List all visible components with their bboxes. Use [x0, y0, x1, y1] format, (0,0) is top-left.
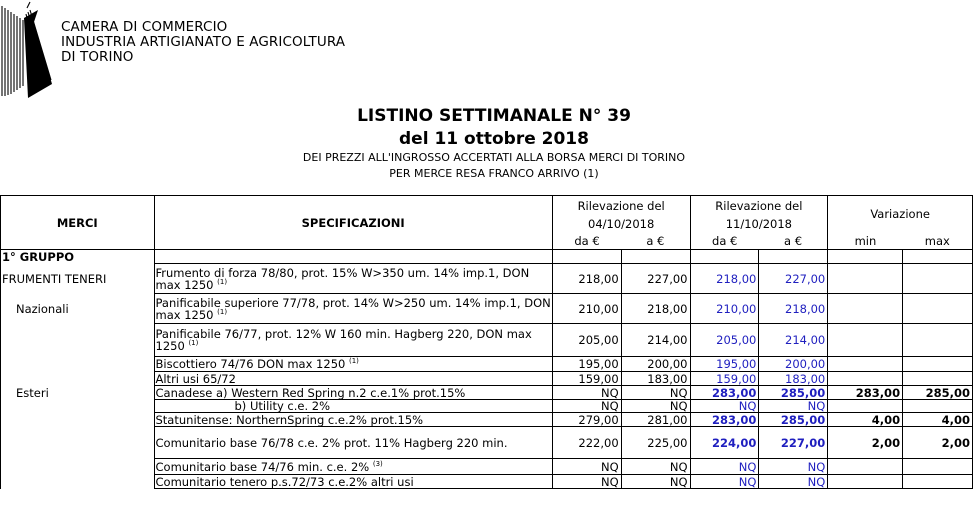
prev-a-cell: 281,00 [621, 413, 690, 427]
prev-a-label: a € [621, 233, 690, 250]
org-line-2: INDUSTRIA ARTIGIANATO E AGRICOLTURA [61, 34, 346, 50]
table-row [1, 475, 973, 489]
prev-a-cell: NQ [621, 386, 690, 400]
organization-name [61, 20, 345, 65]
curr-da-cell: 224,00 [690, 427, 759, 459]
var-max-cell [903, 324, 973, 357]
table-row [1, 372, 973, 386]
curr-da-cell: 205,00 [690, 324, 759, 357]
curr-a-cell: 285,00 [759, 413, 828, 427]
prev-da-cell: 279,00 [552, 413, 621, 427]
var-min-label: min [828, 233, 903, 250]
table-row [1, 264, 973, 294]
var-min-cell: 4,00 [828, 413, 903, 427]
var-max-cell [903, 372, 973, 386]
prev-da-cell: 222,00 [552, 427, 621, 459]
curr-a-cell: NQ [759, 475, 828, 489]
var-min-cell [828, 372, 903, 386]
chamber-logo [0, 0, 60, 100]
spec-cell: Statunitense: NorthernSpring c.e.2% prot.15% [154, 413, 552, 427]
prev-da-cell: NQ [552, 459, 621, 475]
date-prev: 04/10/2018 [552, 216, 690, 233]
curr-da-label: da € [690, 233, 759, 250]
col-spec-header: SPECIFICAZIONI [154, 196, 552, 250]
curr-a-cell: 218,00 [759, 294, 828, 324]
spec-cell: b) Utility c.e. 2% [154, 400, 552, 413]
group-title: 1° GRUPPO [1, 250, 155, 264]
category-label: FRUMENTI TENERI [1, 264, 155, 294]
curr-a-cell: 285,00 [759, 386, 828, 400]
spec-cell: Altri usi 65/72 [154, 372, 552, 386]
subcategory-label: Nazionali [1, 294, 155, 324]
curr-a-cell: 227,00 [759, 427, 828, 459]
prev-a-cell: 183,00 [621, 372, 690, 386]
curr-da-cell: 159,00 [690, 372, 759, 386]
listing-title: LISTINO SETTIMANALE N° 39 [357, 106, 631, 126]
prev-da-cell: NQ [552, 386, 621, 400]
curr-a-cell: 214,00 [759, 324, 828, 357]
curr-da-cell: 195,00 [690, 357, 759, 372]
spec-cell: Comunitario base 74/76 min. c.e. 2% $^{(3)}$ [154, 459, 552, 475]
curr-a-cell: 227,00 [759, 264, 828, 294]
col-rilevazione2-header: Rilevazione del [690, 196, 828, 216]
listing-subtitle-2: PER MERCE RESA FRANCO ARRIVO (1) [389, 167, 599, 180]
prev-a-cell: 200,00 [621, 357, 690, 372]
table-row [1, 413, 973, 427]
table-row [1, 357, 973, 372]
var-min-cell [828, 357, 903, 372]
var-min-cell [828, 475, 903, 489]
curr-da-cell: 210,00 [690, 294, 759, 324]
table-row [1, 400, 973, 413]
prev-a-cell: NQ [621, 475, 690, 489]
prev-a-cell: NQ [621, 400, 690, 413]
listing-date: del 11 ottobre 2018 [399, 129, 589, 149]
col-variazione-header: Variazione [828, 196, 973, 233]
prev-a-cell: 218,00 [621, 294, 690, 324]
curr-a-cell: NQ [759, 400, 828, 413]
curr-da-cell: NQ [690, 475, 759, 489]
table-row [1, 386, 973, 400]
curr-da-cell: 283,00 [690, 413, 759, 427]
prev-da-cell: NQ [552, 475, 621, 489]
prev-da-cell: 195,00 [552, 357, 621, 372]
listing-subtitle-1: DEI PREZZI ALL'INGROSSO ACCERTATI ALLA BORSA MERCI DI TORINO [302, 151, 686, 164]
spec-cell: Panificabile superiore 77/78, prot. 14% W>250 um. 14% imp.1, DON max 1250 $^{(1)}$ [155, 295, 551, 322]
prev-a-cell: 227,00 [621, 264, 690, 294]
prev-da-cell: 210,00 [552, 294, 621, 324]
prev-da-cell: 218,00 [552, 264, 621, 294]
curr-a-cell: 183,00 [759, 372, 828, 386]
prev-da-cell: NQ [552, 400, 621, 413]
prev-da-cell: 205,00 [552, 324, 621, 357]
table-row [1, 427, 973, 459]
prev-da-label: da € [552, 233, 621, 250]
prev-a-cell: 225,00 [621, 427, 690, 459]
org-line-3: DI TORINO [61, 49, 134, 65]
var-max-cell: 4,00 [903, 413, 973, 427]
var-max-cell [903, 264, 973, 294]
curr-da-cell: NQ [690, 400, 759, 413]
curr-da-cell: 218,00 [690, 264, 759, 294]
table-row [1, 459, 973, 475]
spec-cell: Comunitario base 76/78 c.e. 2% prot. 11% Hagberg 220 min. [154, 427, 552, 459]
spec-cell: Comunitario tenero p.s.72/73 c.e.2% altri usi [154, 475, 552, 489]
var-max-label: max [903, 233, 973, 250]
var-min-cell [828, 324, 903, 357]
curr-a-cell: NQ [759, 459, 828, 475]
col-rilevazione1-header: Rilevazione del [552, 196, 690, 216]
prev-da-cell: 159,00 [552, 372, 621, 386]
col-merci-header: MERCI [1, 196, 155, 250]
subcategory-label: Esteri [1, 386, 155, 400]
curr-da-cell: 283,00 [690, 386, 759, 400]
prev-a-cell: NQ [621, 459, 690, 475]
var-max-cell: 2,00 [903, 427, 973, 459]
curr-a-cell: 200,00 [759, 357, 828, 372]
table-row [1, 324, 973, 357]
spec-cell: Canadese a) Western Red Spring n.2 c.e.1% prot.15% [154, 386, 552, 400]
var-max-cell: 285,00 [903, 386, 973, 400]
var-max-cell [903, 294, 973, 324]
var-min-cell [828, 294, 903, 324]
prev-a-cell: 214,00 [621, 324, 690, 357]
spec-cell: Frumento di forza 78/80, prot. 15% W>350 um. 14% imp.1, DON max 1250 $^{(1)}$ [154, 264, 552, 294]
org-line-1: CAMERA DI COMMERCIO [61, 19, 228, 35]
var-max-cell [903, 475, 973, 489]
var-max-cell [903, 357, 973, 372]
var-min-cell [828, 400, 903, 413]
price-table [0, 195, 973, 489]
var-min-cell [828, 459, 903, 475]
var-min-cell: 283,00 [828, 386, 903, 400]
table-row [1, 294, 973, 324]
spec-cell: Panificabile 76/77, prot. 12% W 160 min. Hagberg 220, DON max 1250 $^{(1)}$ [154, 324, 552, 357]
spec-cell: Biscottiero 74/76 DON max 1250 $^{(1)}$ [154, 357, 552, 372]
var-min-cell: 2,00 [828, 427, 903, 459]
curr-da-cell: NQ [690, 459, 759, 475]
var-min-cell [828, 264, 903, 294]
var-max-cell [903, 400, 973, 413]
curr-a-label: a € [759, 233, 828, 250]
date-curr: 11/10/2018 [690, 216, 828, 233]
var-max-cell [903, 459, 973, 475]
